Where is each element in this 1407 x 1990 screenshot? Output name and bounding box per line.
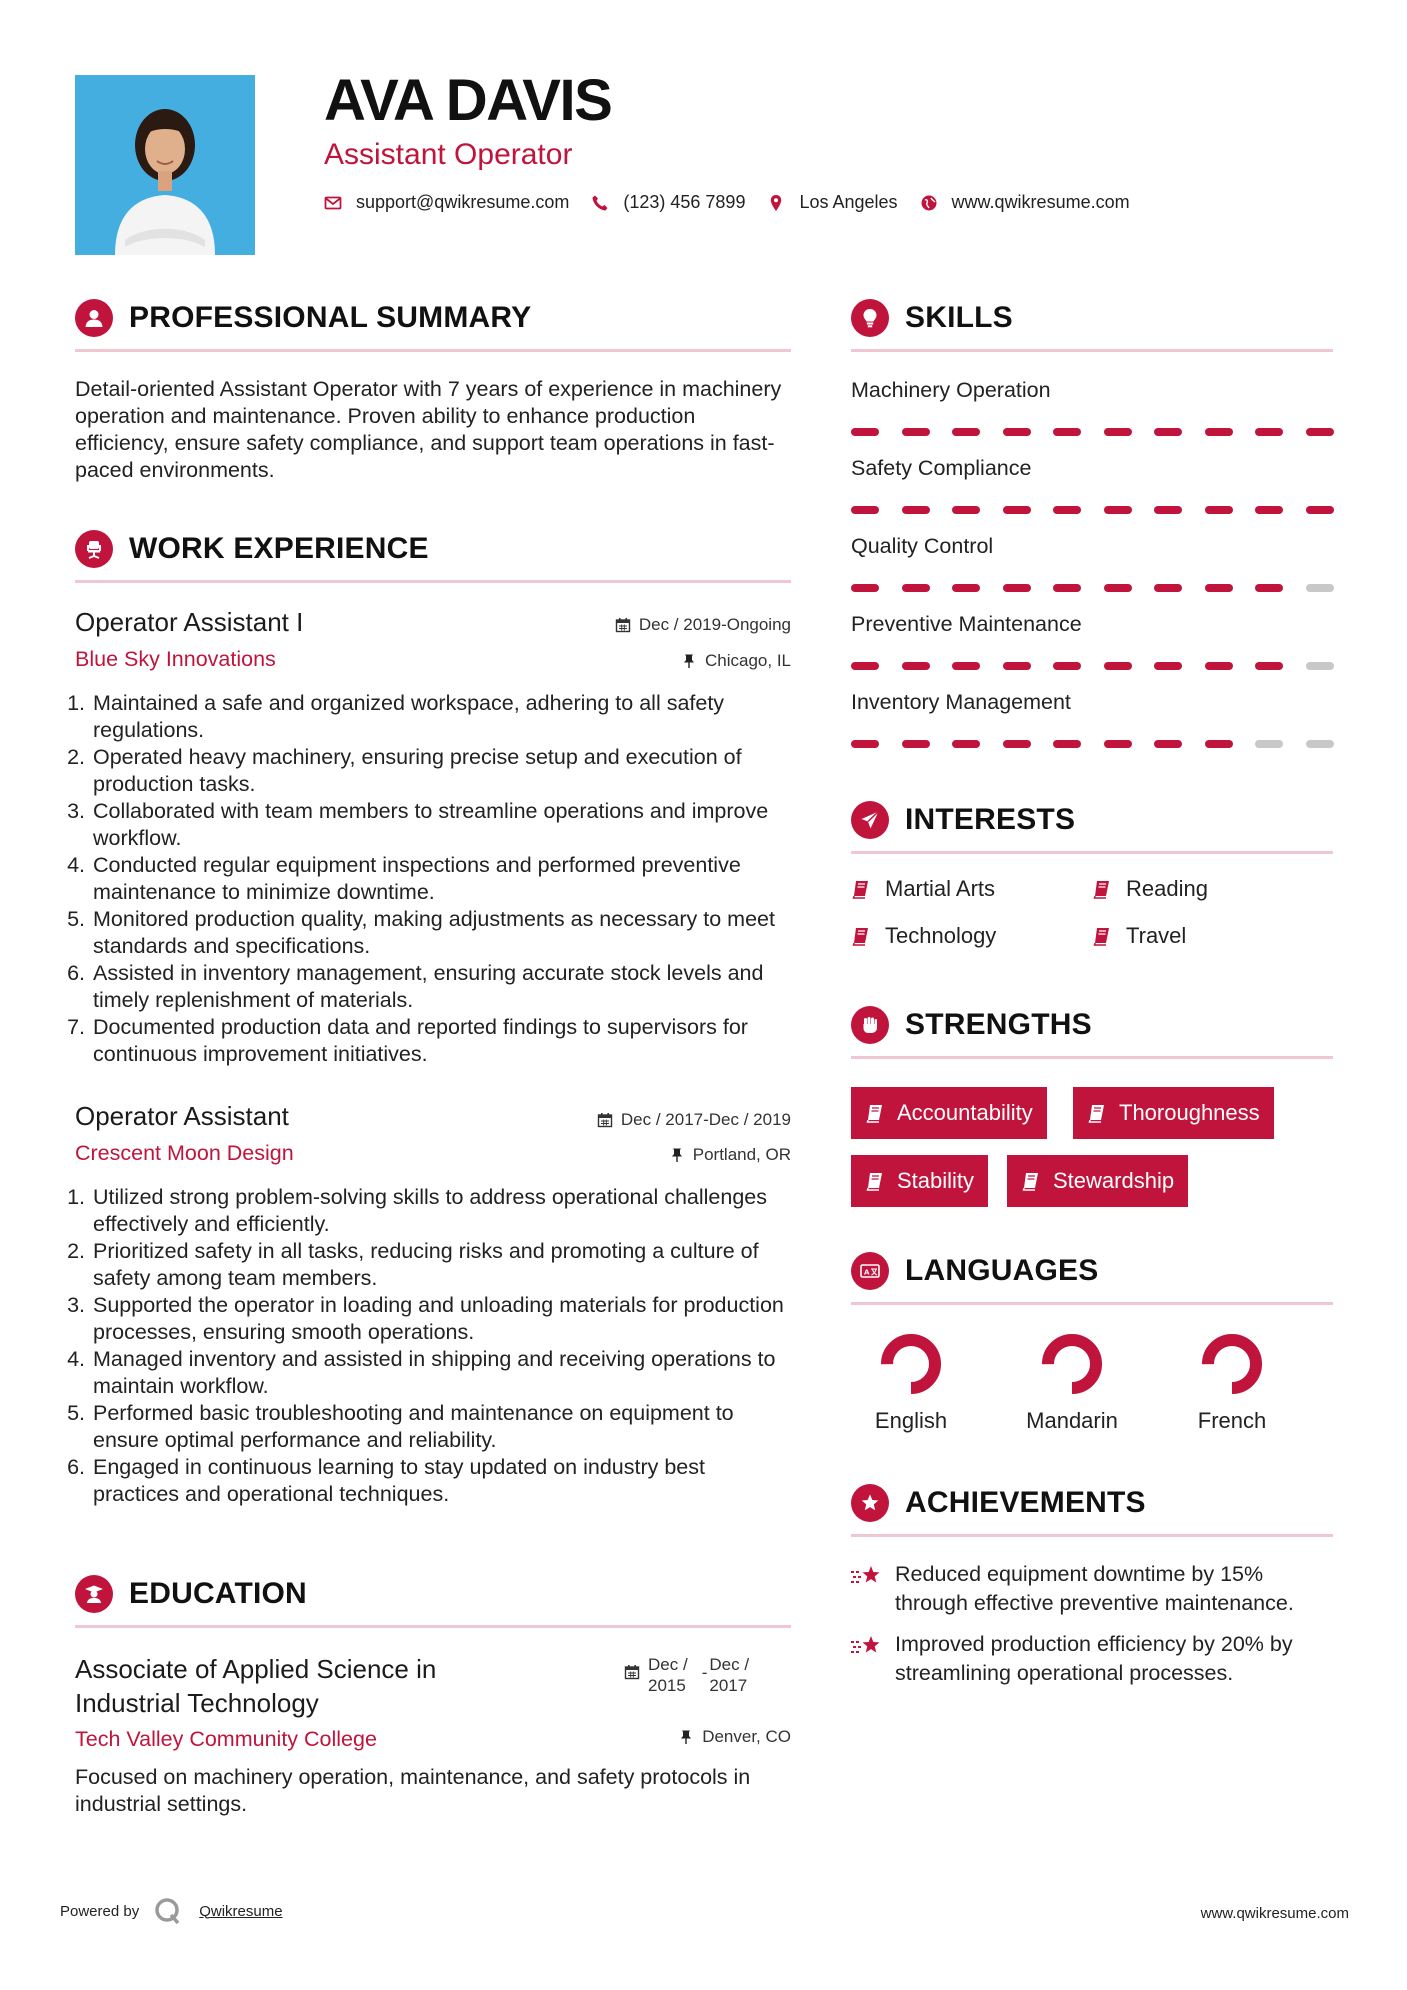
skill-dash-filled [1154, 740, 1182, 748]
skill-dash-filled [851, 506, 879, 514]
experience-divider [75, 580, 791, 583]
experience-section-header [75, 530, 429, 568]
list-item: 7. Documented production data and reported findings to supervisors for continuous improvement initiatives. [91, 1014, 795, 1068]
languages-heading: LANGUAGES [905, 1254, 1099, 1287]
svg-text:A: A [864, 1268, 870, 1277]
website-text: www.qwikresume.com [951, 192, 1130, 212]
skill-dash-filled [1053, 740, 1081, 748]
skill-rating [851, 428, 1356, 436]
list-item: 5. Performed basic troubleshooting and maintenance on equipment to ensure optimal performance and reliability. [91, 1400, 795, 1454]
interest-label: Martial Arts [885, 876, 996, 901]
skills-divider [851, 349, 1333, 352]
paper-plane-icon [851, 801, 889, 839]
achievement-text: Reduced equipment downtime by 15% through effective preventive maintenance. [895, 1562, 1294, 1615]
languages-divider [851, 1302, 1333, 1305]
achievements-heading: ACHIEVEMENTS [905, 1486, 1146, 1519]
skill-dash-empty [1306, 662, 1334, 670]
language-ring-arc [887, 1340, 935, 1388]
language-icon [851, 1252, 889, 1290]
summary-heading: PROFESSIONAL SUMMARY [129, 301, 532, 334]
phone-icon [591, 194, 609, 212]
strength-tag [1073, 1087, 1274, 1139]
skill-dash-filled [851, 740, 879, 748]
skill-dash-filled [1003, 662, 1031, 670]
globe-icon [920, 194, 938, 212]
skill-dash-empty [1306, 584, 1334, 592]
book-icon [1092, 926, 1112, 946]
contact-email[interactable] [324, 192, 569, 213]
job-responsibilities [73, 690, 795, 1068]
job-responsibilities [73, 1184, 795, 1508]
skill-dash-filled [851, 584, 879, 592]
job-location [520, 651, 791, 671]
strength-tag [851, 1155, 988, 1207]
list-item: 2. Prioritized safety in all tasks, reducing risks and promoting a culture of safety among team members. [91, 1238, 795, 1292]
user-icon [75, 299, 113, 337]
interests-divider [851, 851, 1333, 854]
skill-dash-filled [1154, 662, 1182, 670]
book-icon [1092, 879, 1112, 899]
job-dates-text: Dec / 2019-Ongoing [638, 615, 791, 634]
candidate-role: Assistant Operator [324, 138, 573, 171]
skill-dash-filled [1053, 662, 1081, 670]
skill-rating [851, 740, 1356, 748]
qwikresume-link[interactable]: Qwikresume [199, 1902, 283, 1920]
skill-dash-filled [952, 506, 980, 514]
interest-label: Travel [1126, 923, 1187, 948]
skill-dash-filled [902, 506, 930, 514]
education-dates [624, 1654, 749, 1696]
education-start [648, 1654, 688, 1696]
strength-label: Stability [897, 1168, 975, 1193]
book-icon [1021, 1171, 1041, 1191]
language-name: English [874, 1408, 948, 1433]
language-item [851, 1332, 971, 1434]
job-company: Crescent Moon Design [75, 1141, 294, 1165]
list-item: 1. Utilized strong problem-solving skills to address operational challenges effectively and efficiently. [91, 1184, 795, 1238]
skill-dash-filled [1205, 506, 1233, 514]
job-location [520, 1145, 791, 1165]
list-item: 3. Collaborated with team members to streamline operations and improve workflow. [91, 798, 795, 852]
contact-location [767, 192, 897, 213]
map-pin-icon [767, 194, 785, 212]
interests-section-header [851, 801, 1075, 839]
skill-dash-filled [851, 428, 879, 436]
job-dates-text: Dec / 2017-Dec / 2019 [620, 1110, 791, 1129]
experience-heading: WORK EXPERIENCE [129, 532, 429, 565]
language-progress-ring [1200, 1332, 1264, 1396]
skill-dash-filled [902, 662, 930, 670]
email-text: support@qwikresume.com [356, 192, 570, 212]
start-month: Dec / [648, 1655, 688, 1674]
achievement-item [849, 1630, 1339, 1688]
end-year: 2017 [709, 1676, 748, 1695]
date-separator: - [701, 1663, 708, 1682]
interest-label: Reading [1126, 876, 1208, 901]
skill-dash-filled [1255, 584, 1283, 592]
skill-dash-empty [1306, 740, 1334, 748]
language-item [1012, 1332, 1132, 1434]
skill-name: Inventory Management [851, 690, 1071, 714]
fist-icon [851, 1006, 889, 1044]
achievement-item [849, 1560, 1339, 1618]
language-name: French [1197, 1408, 1267, 1433]
strength-tag [1007, 1155, 1188, 1207]
language-progress-ring [879, 1332, 943, 1396]
job-dates [520, 1110, 791, 1130]
interest-item [1092, 876, 1208, 902]
degree-line: Associate of Applied Science in [75, 1654, 437, 1684]
skill-dash-filled [1104, 740, 1132, 748]
skill-dash-filled [1003, 584, 1031, 592]
skill-name: Machinery Operation [851, 378, 1051, 402]
language-ring-arc [1048, 1340, 1096, 1388]
summary-section-header [75, 299, 531, 337]
list-item: 5. Monitored production quality, making adjustments as necessary to meet standards and specifications. [91, 906, 795, 960]
pushpin-icon [681, 653, 697, 669]
footer-website[interactable]: www.qwikresume.com [1200, 1905, 1349, 1922]
skill-dash-filled [1306, 506, 1334, 514]
skill-dash-filled [1154, 506, 1182, 514]
job-company: Blue Sky Innovations [75, 647, 276, 671]
skill-dash-filled [952, 584, 980, 592]
education-divider [75, 1625, 791, 1628]
skill-rating [851, 662, 1356, 670]
location-text: Los Angeles [799, 192, 898, 212]
education-location-text: Denver, CO [702, 1727, 791, 1746]
skill-dash-filled [1053, 506, 1081, 514]
envelope-icon [324, 194, 342, 212]
skill-dash-filled [902, 584, 930, 592]
strength-tag [851, 1087, 1047, 1139]
calendar-icon [597, 1112, 613, 1128]
profile-photo [75, 75, 255, 255]
star-badge-icon [851, 1484, 889, 1522]
skill-dash-filled [1003, 740, 1031, 748]
school-name: Tech Valley Community College [75, 1727, 377, 1751]
strengths-divider [851, 1056, 1333, 1059]
summary-text: Detail-oriented Assistant Operator with 7 years of experience in machinery operation and maintenance. Proven ability to enhance production efficiency, ensure safety compliance, and support team operations in fast-paced environments. [75, 377, 782, 482]
skill-dash-filled [902, 740, 930, 748]
achievement-text: Improved production efficiency by 20% by streamlining operational processes. [895, 1632, 1293, 1685]
skill-dash-filled [1205, 662, 1233, 670]
skills-section-header [851, 299, 1013, 337]
list-item: 6. Assisted in inventory management, ensuring accurate stock levels and timely replenishment of materials. [91, 960, 795, 1014]
skill-dash-filled [1255, 662, 1283, 670]
skill-dash-filled [1104, 662, 1132, 670]
powered-by-label: Powered by [60, 1902, 140, 1920]
list-item: 4. Conducted regular equipment inspections and performed preventive maintenance to minimize downtime. [91, 852, 795, 906]
strengths-heading: STRENGTHS [905, 1008, 1092, 1041]
education-description: Focused on machinery operation, maintenance, and safety protocols in industrial settings. [75, 1765, 751, 1816]
strength-label: Accountability [897, 1100, 1033, 1125]
skill-dash-filled [1104, 506, 1132, 514]
job-title: Operator Assistant [75, 1101, 289, 1131]
skill-dash-filled [952, 428, 980, 436]
office-chair-icon [75, 530, 113, 568]
graduate-icon [75, 1575, 113, 1613]
interest-item [1092, 923, 1186, 949]
skills-heading: SKILLS [905, 301, 1013, 334]
interest-label: Technology [885, 923, 997, 948]
skill-dash-filled [1154, 584, 1182, 592]
strength-label: Thoroughness [1119, 1100, 1260, 1125]
skill-dash-filled [1053, 584, 1081, 592]
skill-dash-filled [1255, 506, 1283, 514]
shooting-star-icon [849, 1632, 883, 1662]
shooting-star-icon [849, 1562, 883, 1592]
list-item: 6. Engaged in continuous learning to stay updated on industry best practices and operational techniques. [91, 1454, 795, 1508]
candidate-name: AVA DAVIS [324, 68, 612, 133]
footer-powered-by [60, 1896, 283, 1926]
education-location [520, 1727, 791, 1747]
skill-dash-filled [1205, 428, 1233, 436]
skill-rating [851, 506, 1356, 514]
education-end [709, 1654, 749, 1696]
list-item: 1. Maintained a safe and organized workspace, adhering to all safety regulations. [91, 690, 795, 744]
interests-heading: INTERESTS [905, 803, 1076, 836]
skill-dash-filled [902, 428, 930, 436]
education-section-header [75, 1575, 307, 1613]
interest-item [851, 876, 995, 902]
skill-dash-filled [1104, 584, 1132, 592]
start-year: 2015 [648, 1676, 686, 1695]
pushpin-icon [669, 1147, 685, 1163]
education-heading: EDUCATION [129, 1577, 307, 1610]
book-icon [1087, 1103, 1107, 1123]
strengths-section-header [851, 1006, 1092, 1044]
skill-dash-filled [851, 662, 879, 670]
degree-title [75, 1652, 436, 1720]
contact-website[interactable] [920, 192, 1130, 213]
list-item: 3. Supported the operator in loading and unloading materials for production processes, ensuring smooth operations. [91, 1292, 795, 1346]
skill-dash-filled [1205, 740, 1233, 748]
interest-item [851, 923, 996, 949]
skill-dash-filled [1003, 506, 1031, 514]
lightbulb-icon [851, 299, 889, 337]
job-location-text: Chicago, IL [705, 651, 791, 670]
skill-dash-filled [1306, 428, 1334, 436]
achievements-section-header [851, 1484, 1146, 1522]
skill-name: Safety Compliance [851, 456, 1032, 480]
languages-section-header [851, 1252, 1098, 1290]
language-ring-arc [1208, 1340, 1256, 1388]
calendar-icon [624, 1664, 640, 1680]
contact-phone[interactable] [591, 192, 745, 213]
book-icon [851, 879, 871, 899]
degree-line: Industrial Technology [75, 1688, 319, 1718]
skill-dash-filled [1205, 584, 1233, 592]
skill-dash-filled [1003, 428, 1031, 436]
end-month: Dec / [709, 1655, 750, 1674]
skill-dash-filled [1104, 428, 1132, 436]
qwikresume-logo-icon [153, 1896, 183, 1926]
achievements-divider [851, 1534, 1333, 1537]
book-icon [851, 926, 871, 946]
calendar-icon [615, 617, 631, 633]
summary-divider [75, 349, 791, 352]
list-item: 4. Managed inventory and assisted in shipping and receiving operations to maintain workflow. [91, 1346, 795, 1400]
book-icon [865, 1171, 885, 1191]
list-item: 2. Operated heavy machinery, ensuring precise setup and execution of production tasks. [91, 744, 795, 798]
language-name: Mandarin [1026, 1408, 1118, 1433]
skill-dash-filled [952, 740, 980, 748]
skill-name: Quality Control [851, 534, 994, 558]
skill-dash-filled [1154, 428, 1182, 436]
skill-dash-filled [1255, 428, 1283, 436]
skill-name: Preventive Maintenance [851, 612, 1082, 636]
phone-text: (123) 456 7899 [623, 192, 746, 212]
skill-rating [851, 584, 1356, 592]
pushpin-icon [678, 1729, 694, 1745]
book-icon [865, 1103, 885, 1123]
strength-label: Stewardship [1053, 1168, 1175, 1193]
contact-bar [324, 192, 1152, 213]
job-dates [520, 615, 791, 635]
job-location-text: Portland, OR [692, 1145, 791, 1164]
skill-dash-filled [1053, 428, 1081, 436]
skill-dash-filled [952, 662, 980, 670]
skill-dash-empty [1255, 740, 1283, 748]
job-title: Operator Assistant I [75, 607, 304, 637]
language-item [1172, 1332, 1292, 1434]
language-progress-ring [1040, 1332, 1104, 1396]
